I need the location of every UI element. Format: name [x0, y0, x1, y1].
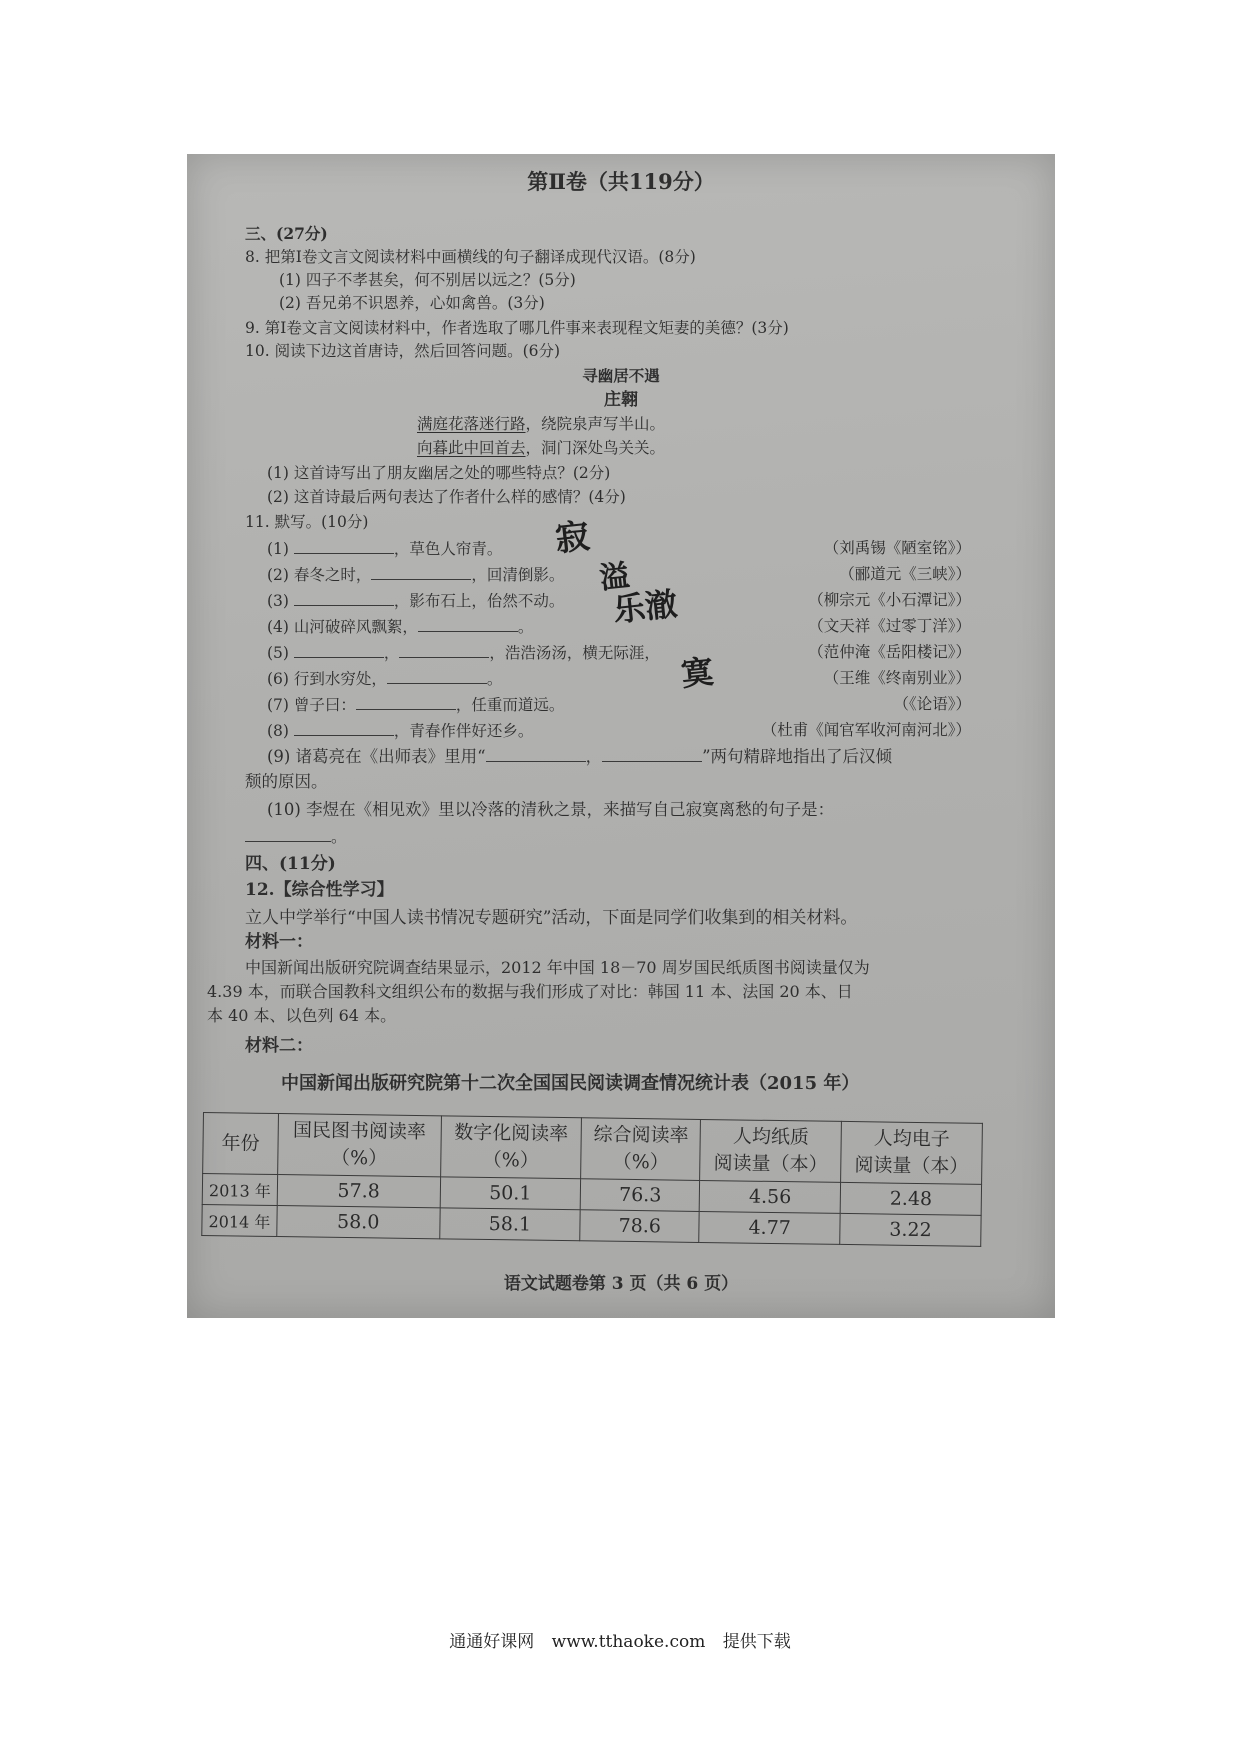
poem-author: 庄翱: [604, 390, 638, 410]
item-text: ，: [585, 747, 603, 766]
item-number: (2) 春冬之时，: [267, 566, 372, 584]
item-text: 。: [486, 670, 503, 688]
item-text: ，任重而道远。: [455, 696, 565, 714]
item-text: ，回清倒影。: [471, 566, 565, 584]
table-cell: 50.1: [440, 1177, 581, 1210]
table-header-cell: 国民图书阅读率 （%）: [278, 1114, 441, 1177]
question-10-part-2: (2) 这首诗最后两句表达了作者什么样的感情？(4分): [267, 488, 626, 506]
site-footer: [0, 1627, 1240, 1652]
question-10: 10. 阅读下边这首唐诗，然后回答问题。(6分): [245, 342, 561, 360]
table-cell: 57.8: [277, 1175, 440, 1208]
table-cell: 58.1: [439, 1208, 580, 1241]
handwritten-answer: 乐澈: [611, 584, 680, 630]
recitation-item-9-cont: 颓的原因。: [245, 772, 328, 791]
item-text: 。: [331, 828, 347, 846]
question-8: 8. 把第Ⅰ卷文言文阅读材料中画横线的句子翻译成现代汉语。(8分): [245, 248, 696, 266]
recitation-item: [267, 590, 564, 611]
question-8-part-2: (2) 吾兄弟不识恩养，心如禽兽。(3分): [279, 294, 545, 312]
item-number: (1): [267, 540, 289, 558]
table-cell: 4.77: [699, 1211, 840, 1244]
section-three-heading: 三、(27分): [245, 224, 328, 243]
item-source: （《论语》）: [893, 695, 971, 713]
recitation-item: [267, 668, 502, 689]
poem-line-1-rest: ，绕院泉声写半山。: [525, 415, 666, 433]
poem-line-1-underlined: 满庭花落迷行路: [417, 415, 526, 433]
item-source: （杜甫《闻官军收河南河北》）: [761, 721, 971, 739]
answer-blank[interactable]: [245, 826, 331, 842]
recitation-item: [267, 616, 533, 637]
recitation-item: (5) ， ，浩浩汤汤，横无际涯，: [267, 644, 660, 662]
answer-blank[interactable]: [294, 538, 394, 554]
poem-title: 寻幽居不遇: [582, 366, 660, 385]
recitation-item: [267, 694, 564, 715]
answer-blank[interactable]: [356, 694, 456, 710]
answer-blank[interactable]: [418, 616, 518, 632]
question-10-part-1: (1) 这首诗写出了朋友幽居之处的哪些特点？(2分): [267, 464, 611, 482]
table-header-row: [203, 1113, 983, 1185]
scanned-exam-page: [187, 154, 1055, 1318]
item-text: ，青春作伴好还乡。: [393, 722, 534, 740]
table-header-cell: 数字化阅读率 （%）: [440, 1116, 582, 1179]
page-number-footer: 语文试题卷第 3 页（共 6 页）: [503, 1274, 739, 1294]
answer-blank[interactable]: [602, 746, 702, 762]
item-source: （柳宗元《小石潭记》）: [808, 591, 971, 609]
table-cell: 2.48: [840, 1182, 981, 1215]
item-source: （范仲淹《岳阳楼记》）: [808, 643, 971, 661]
question-12: 12.【综合性学习】: [245, 880, 394, 900]
item-text: ，浩浩汤汤，横无际涯，: [489, 644, 660, 662]
item-source: （文天祥《过零丁洋》）: [808, 617, 971, 635]
question-9: 9. 第Ⅰ卷文言文阅读材料中，作者选取了哪几件事来表现程文矩妻的美德？(3分): [245, 319, 789, 337]
recitation-item-10-answer: [245, 826, 347, 847]
item-number: (6) 行到水穷处，: [267, 670, 387, 688]
table-header-cell: 人均纸质 阅读量（本）: [700, 1119, 842, 1182]
answer-blank[interactable]: [486, 746, 586, 762]
recitation-item: [267, 720, 533, 741]
table-cell: 4.56: [700, 1180, 841, 1213]
material-two-label: 材料二：: [245, 1036, 313, 1056]
poem-line-2-underlined: 向暮此中回首去: [417, 439, 526, 457]
item-source: （郦道元《三峡》）: [839, 565, 971, 583]
item-number: (4) 山河破碎风飘絮，: [267, 618, 418, 636]
material-one-text: 本 40 本、以色列 64 本。: [207, 1006, 397, 1025]
recitation-item: [267, 538, 502, 559]
item-text: (9) 诸葛亮在《出师表》里用“: [267, 747, 486, 766]
answer-blank[interactable]: [387, 668, 487, 684]
poem-line-2: [417, 438, 665, 458]
table-cell: 78.6: [580, 1210, 699, 1243]
answer-blank[interactable]: [294, 720, 394, 736]
item-text: ”两句精辟地指出了后汉倾: [702, 747, 892, 766]
table-cell: 3.22: [840, 1213, 981, 1246]
activity-intro: 立人中学举行“中国人读书情况专题研究”活动，下面是同学们收集到的相关材料。: [245, 908, 858, 928]
item-number: (3): [267, 592, 289, 610]
item-source: （刘禹锡《陋室铭》）: [823, 539, 971, 557]
table-header-cell: 综合阅读率 （%）: [581, 1118, 701, 1181]
recitation-item: [267, 564, 564, 585]
table-cell: 2013 年: [202, 1174, 277, 1206]
table-cell: 2014 年: [202, 1204, 277, 1236]
page-title: 第Ⅱ卷（共119分）: [527, 169, 715, 194]
material-one-text: 中国新闻出版研究院调查结果显示，2012 年中国 18－70 周岁国民纸质图书阅读量仅为: [245, 958, 870, 977]
section-four-heading: 四、(11分): [245, 854, 336, 874]
poem-line-2-rest: ，洞门深处鸟关关。: [525, 439, 666, 457]
item-text: 。: [517, 618, 534, 636]
recitation-item-10: (10) 李煜在《相见欢》里以冷落的清秋之景，来描写自己寂寞离愁的句子是：: [267, 800, 835, 819]
table-header-cell: 年份: [203, 1113, 279, 1175]
site-footer-suffix: 提供下载: [722, 1632, 791, 1652]
table-cell: 76.3: [580, 1179, 699, 1212]
item-text: ，草色人帘青。: [393, 540, 503, 558]
answer-blank[interactable]: [371, 564, 471, 580]
item-number: (5): [267, 644, 289, 662]
site-name: 通通好课网: [449, 1632, 535, 1652]
reading-survey-table: [201, 1112, 983, 1247]
material-one-label: 材料一：: [245, 932, 313, 952]
table-title: 中国新闻出版研究院第十二次全国国民阅读调查情况统计表（2015 年）: [281, 1073, 860, 1094]
handwritten-answer: 溢: [597, 558, 632, 597]
answer-blank[interactable]: [399, 642, 489, 658]
item-source: （王维《终南别业》）: [823, 669, 971, 687]
item-number: (8): [267, 722, 289, 740]
question-8-part-1: (1) 四子不孝甚矣，何不别居以远之？(5分): [279, 271, 576, 289]
answer-blank[interactable]: [294, 590, 394, 606]
handwritten-answer: 寂: [553, 516, 592, 560]
poem-line-1: [417, 414, 665, 434]
answer-blank[interactable]: [294, 642, 384, 658]
item-number: (7) 曾子曰：: [267, 696, 356, 714]
material-one-text: 4.39 本，而联合国教科文组织公布的数据与我们形成了对比：韩国 11 本、法国 20 本、日: [207, 982, 853, 1001]
handwritten-answer: 寞: [679, 652, 716, 694]
recitation-item-9: [267, 746, 892, 767]
table-cell: 58.0: [277, 1206, 440, 1239]
site-url-link[interactable]: www.tthaoke.com: [551, 1632, 706, 1652]
item-text: ，影布石上，佁然不动。: [393, 592, 565, 610]
table-header-cell: 人均电子 阅读量（本）: [841, 1121, 983, 1184]
question-11: 11. 默写。(10分): [245, 513, 369, 531]
